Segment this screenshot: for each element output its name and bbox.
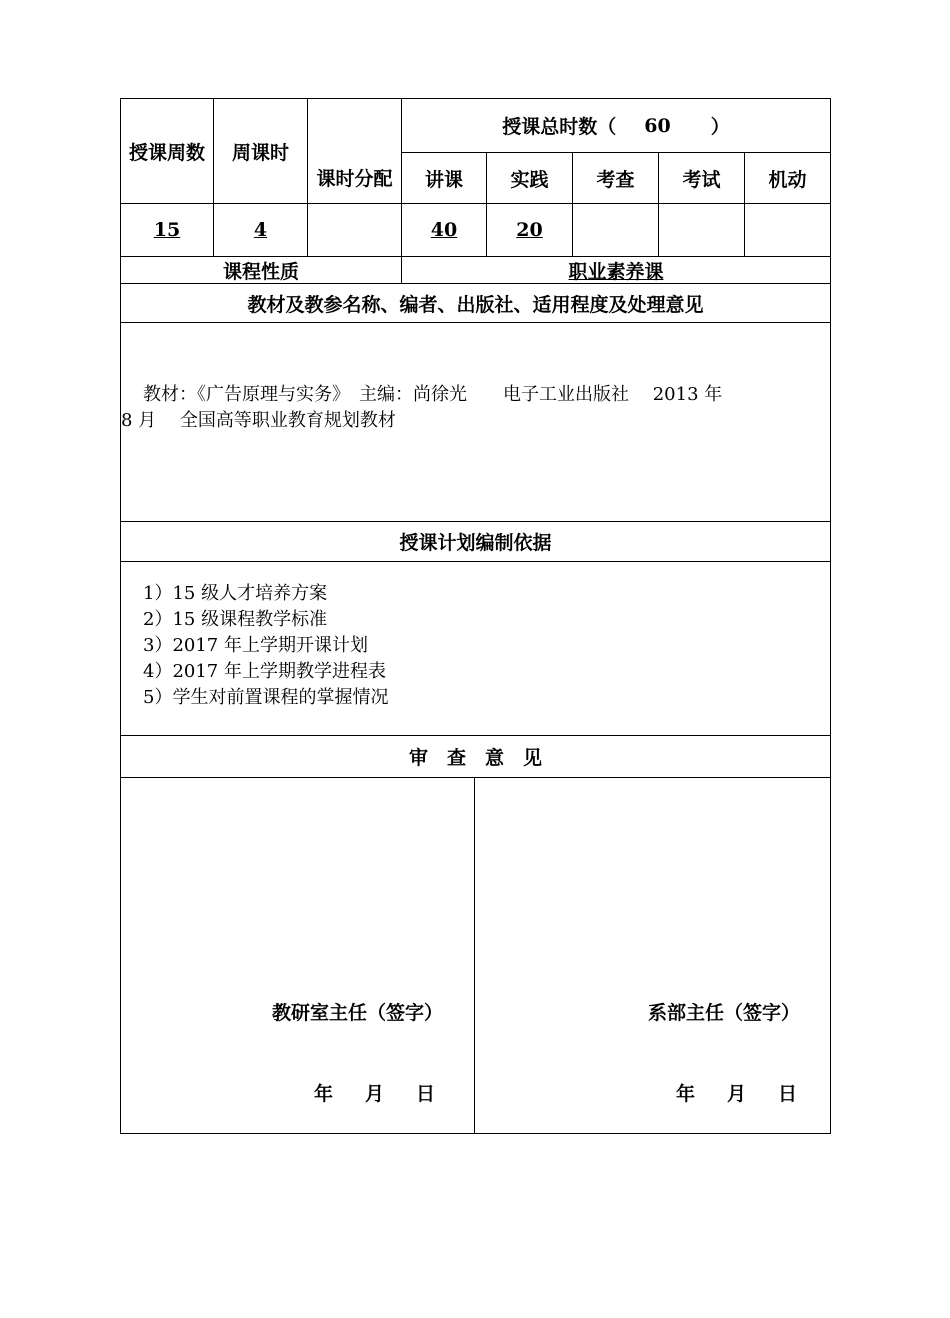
date-month: 月 bbox=[727, 1083, 747, 1105]
weeks-label: 授课周数 bbox=[128, 141, 205, 164]
total-hours-close: ） bbox=[710, 116, 730, 138]
check-value bbox=[573, 204, 658, 256]
basis-title: 授课计划编制依据 bbox=[399, 532, 552, 554]
lecture-label: 讲课 bbox=[424, 168, 463, 191]
course-nature-value: 职业素养课 bbox=[568, 260, 664, 283]
lecture-value: 40 bbox=[430, 219, 458, 241]
list-item: 4）2017 年上学期教学进程表 bbox=[143, 661, 386, 682]
right-date bbox=[676, 1079, 797, 1106]
textbook-line-2: 8 月 全国高等职业教育规划教材 bbox=[121, 410, 396, 431]
weekly-hours-value: 4 bbox=[253, 219, 268, 241]
practice-value: 20 bbox=[516, 219, 543, 241]
practice-label: 实践 bbox=[510, 168, 549, 191]
list-item: 1）15 级人才培养方案 bbox=[143, 583, 328, 604]
list-item: 5）学生对前置课程的掌握情况 bbox=[143, 687, 389, 708]
date-month: 月 bbox=[365, 1083, 385, 1105]
date-day: 日 bbox=[778, 1083, 798, 1105]
total-hours-value: 60 bbox=[644, 114, 671, 137]
weekly-hours-label: 周课时 bbox=[231, 141, 289, 164]
exam-label: 考试 bbox=[682, 168, 721, 191]
date-year: 年 bbox=[314, 1083, 334, 1105]
check-label: 考查 bbox=[596, 168, 635, 191]
date-year: 年 bbox=[676, 1083, 696, 1105]
review-title: 审 查 意 见 bbox=[408, 747, 542, 769]
basis-list bbox=[143, 581, 388, 711]
flexible-label: 机动 bbox=[768, 168, 807, 191]
total-hours bbox=[402, 99, 830, 152]
list-item: 2）15 级课程教学标准 bbox=[143, 609, 328, 630]
left-signature: 教研室主任（签字） bbox=[272, 1002, 444, 1024]
right-signature: 系部主任（签字） bbox=[648, 1002, 801, 1024]
course-nature-label: 课程性质 bbox=[222, 260, 299, 283]
date-day: 日 bbox=[416, 1083, 436, 1105]
textbook-title: 教材及教参名称、编者、出版社、适用程度及处理意见 bbox=[247, 293, 704, 316]
weeks-value: 15 bbox=[153, 219, 181, 241]
list-item: 3）2017 年上学期开课计划 bbox=[143, 635, 368, 656]
flexible-value bbox=[745, 204, 830, 256]
total-hours-label: 授课总时数（ bbox=[502, 116, 617, 138]
textbook-line-1: 教材：《广告原理与实务》 主编：尚徐光 电子工业出版社 2013 年 bbox=[143, 384, 723, 405]
left-date bbox=[314, 1079, 435, 1106]
allocation-label: 课时分配 bbox=[316, 168, 393, 190]
exam-value bbox=[659, 204, 744, 256]
